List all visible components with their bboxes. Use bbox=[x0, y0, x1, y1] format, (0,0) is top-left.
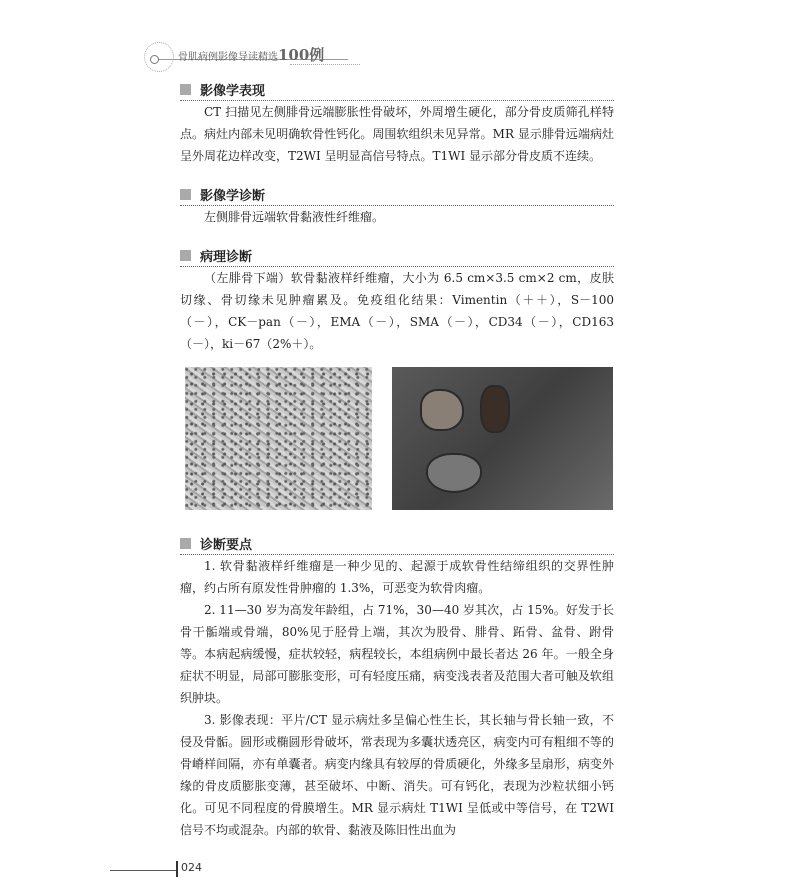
section-title: 影像学诊断 bbox=[200, 188, 266, 204]
section-diagnostic-points bbox=[180, 534, 614, 841]
content-column bbox=[180, 0, 614, 851]
section-imaging-diagnosis bbox=[180, 185, 614, 228]
page-number: 024 bbox=[181, 861, 202, 874]
paragraph: 2. 11—30 岁为高发年龄组，占 71%，30—40 岁其次，占 15%。好发于长骨干骺端或骨端，80%见于胫骨上端，其次为股骨、腓骨、跖骨、盆骨、跗骨等。本病起病缓慢，症状较轻，病程较长，本组病例中最长者达 26 年。一般全身症状不明显，局部可膨胀变形，可有轻度压痛，病变浅表者及范围大者可触及软组织肿块。 bbox=[180, 603, 614, 705]
book-title-text: 骨肌病例影像导读精选 bbox=[178, 52, 278, 63]
paragraph: CT 扫描见左侧腓骨远端膨胀性骨破坏，外周增生硬化，部分骨皮质筛孔样特点。病灶内部未见明确软骨性钙化。周围软组织未见异常。MR 显示腓骨远端病灶呈外周花边样改变，T2WI 呈明显高信号特点。T1WI 显示部分骨皮质不连续。 bbox=[180, 105, 614, 163]
section-title: 诊断要点 bbox=[200, 537, 253, 553]
section-heading bbox=[180, 80, 614, 101]
section-title: 病理诊断 bbox=[200, 249, 253, 265]
histology-image bbox=[185, 367, 372, 510]
section-heading bbox=[180, 534, 614, 555]
specimen-piece bbox=[426, 453, 482, 493]
paragraph: （左腓骨下端）软骨黏液样纤维瘤，大小为 6.5 cm×3.5 cm×2 cm，皮肤切缘、骨切缘未见肿瘤累及。免疫组化结果：Vimentin（＋＋），S－100（－），CK－pan（－），EMA（－），SMA（－），CD34（－），CD163（－），ki－67（2%＋）。 bbox=[180, 271, 614, 351]
section-title: 影像学表现 bbox=[200, 83, 266, 99]
paragraph: 1. 软骨黏液样纤维瘤是一种少见的、起源于成软骨性结缔组织的交界性肿瘤，约占所有原发性骨肿瘤的 1.3%，可恶变为软骨肉瘤。 bbox=[180, 559, 614, 595]
gross-specimen-image bbox=[392, 367, 613, 510]
book-title-number: 100例 bbox=[278, 46, 325, 64]
page-footer bbox=[0, 861, 800, 891]
footer-bar bbox=[176, 861, 178, 877]
paragraph: 3. 影像表现：平片/CT 显示病灶多呈偏心性生长，其长轴与骨长轴一致，不侵及骨骺。圆形或椭圆形骨破坏，常表现为多囊状透亮区，病变内可有粗细不等的骨嵴样间隔，亦有单囊者。病变内缘具有较厚的骨质硬化，外缘多呈扇形，病变外缘的骨皮质膨胀变薄，甚至破坏、中断、消失。可有钙化，表现为沙粒状细小钙化。可见不同程度的骨膜增生。MR 显示病灶 T1WI 呈低或中等信号，在 T2WI 信号不均或混杂。内部的软骨、黏液及陈旧性出血为 bbox=[180, 713, 614, 837]
specimen-piece bbox=[420, 389, 464, 431]
section-pathology-diagnosis bbox=[180, 246, 614, 355]
footer-rule bbox=[110, 870, 176, 871]
header-ornament-dot bbox=[150, 55, 159, 64]
specimen-piece bbox=[480, 385, 510, 433]
section-heading bbox=[180, 246, 614, 267]
heading-square-icon bbox=[180, 538, 191, 549]
figure-row bbox=[185, 367, 614, 510]
heading-square-icon bbox=[180, 84, 191, 95]
paragraph: 左侧腓骨远端软骨黏液性纤维瘤。 bbox=[204, 210, 385, 224]
heading-square-icon bbox=[180, 250, 191, 261]
section-heading bbox=[180, 185, 614, 206]
header-ornament-circle bbox=[144, 42, 174, 72]
section-imaging-findings bbox=[180, 80, 614, 167]
heading-square-icon bbox=[180, 189, 191, 200]
